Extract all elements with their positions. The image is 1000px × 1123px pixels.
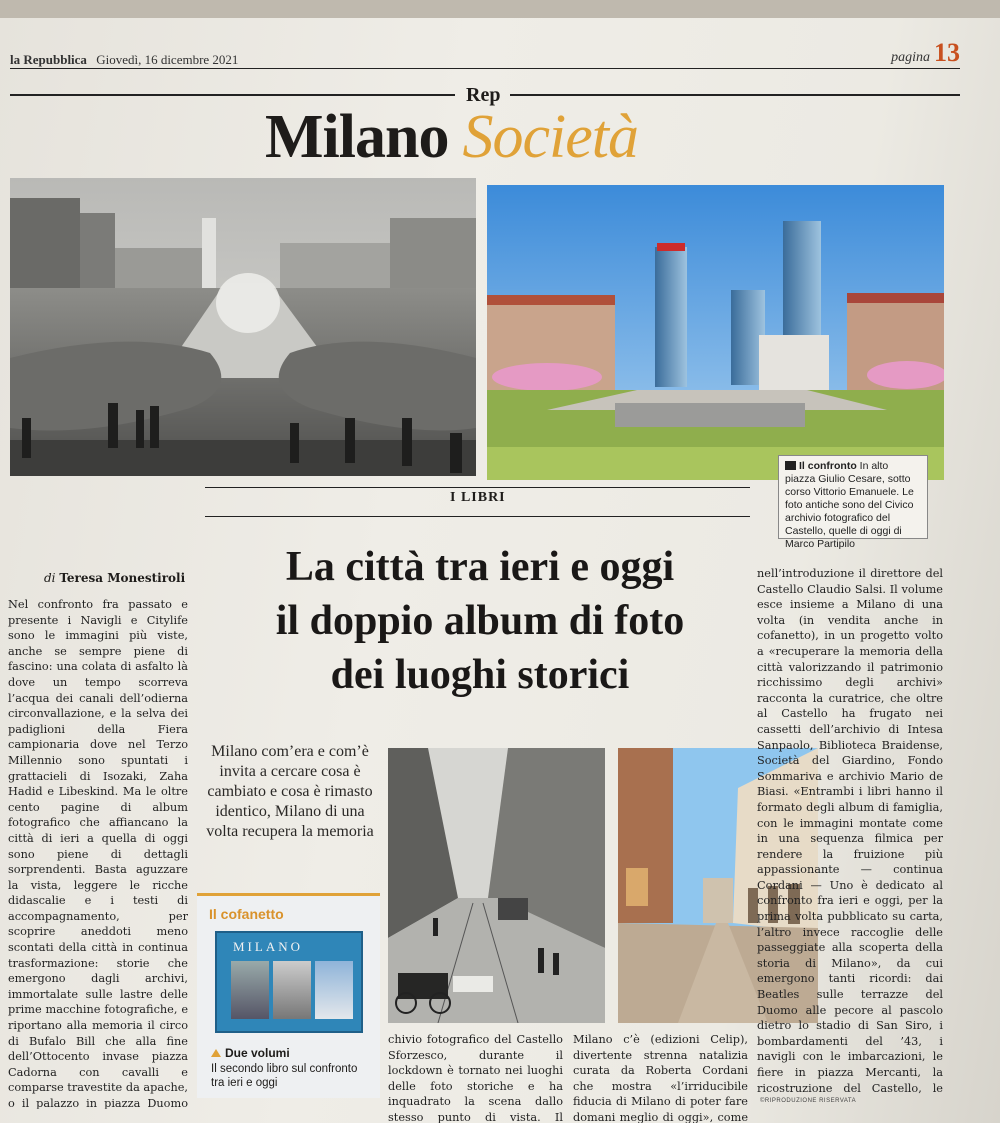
box-cofanetto	[197, 893, 380, 1098]
page-number-block	[891, 38, 960, 68]
historic-photo-piazza	[10, 178, 476, 476]
book-cover-photo	[315, 961, 353, 1019]
historic-photo-corso	[388, 748, 605, 1023]
section-brand: Rep	[466, 84, 501, 106]
paper-name: la Repubblica	[10, 52, 87, 67]
modern-photo-piazza	[487, 185, 944, 480]
body-column-2	[388, 1032, 563, 1123]
copyright-note: ©RIPRODUZIONE RISERVATA	[760, 1098, 857, 1104]
byline-prefix: di	[44, 571, 56, 585]
section-name: Società	[462, 103, 638, 171]
body-column-4	[757, 566, 943, 1096]
camera-icon	[785, 461, 796, 470]
body-column-1	[8, 597, 188, 1109]
byline	[44, 571, 185, 585]
body-text-3: Milano c’è (edizioni Celip), divertente strenna natalizia curata da Roberta Cordani che mostra «l’irriducibile fiducia di Milano di poter fare domani meglio di oggi», come	[573, 1033, 748, 1123]
page-top-edge	[0, 0, 1000, 18]
kicker: I LIBRI	[450, 490, 506, 505]
issue-date: Giovedì, 16 dicembre 2021	[96, 52, 239, 67]
caption-title: Il confronto	[799, 460, 857, 472]
page-label: pagina	[891, 50, 930, 65]
body-column-3	[573, 1032, 748, 1123]
headline-line-1: La città tra ieri e oggi	[285, 544, 675, 590]
section-rule-right	[510, 94, 960, 96]
headline-line-2: il doppio album di foto	[275, 598, 685, 644]
book-cover-photo	[273, 961, 311, 1019]
triangle-icon	[211, 1049, 221, 1057]
body-text-2: chivio fotografico del Castello Sforzesco, durante il lockdown è tornato nei luoghi delle foto storiche e ha inquadrato la scena dallo stesso punto di vista. Il	[388, 1033, 563, 1123]
book-cover-title: MILANO	[233, 939, 303, 954]
box-title: Il cofanetto	[209, 906, 284, 922]
box-subtitle	[211, 1046, 290, 1060]
standfirst: Milano com’era e com’è invita a cercare cosa è cambiato e cosa è rimasto identico, Milano di una volta recupera la memoria	[206, 743, 374, 840]
headline-line-3: dei luoghi storici	[330, 652, 630, 698]
section-rule-left	[10, 94, 455, 96]
book-cover-image	[215, 931, 363, 1033]
headline	[210, 540, 750, 702]
masthead	[10, 52, 238, 68]
kicker-rule-bottom	[205, 516, 750, 517]
book-cover-photo	[231, 961, 269, 1019]
page-number: 13	[934, 38, 960, 67]
photo-caption	[778, 455, 928, 550]
caption-text: In alto piazza Giulio Cesare, sotto corso Vittorio Emanuele. Le foto antiche sono del Civico archivio fotografico del Castello, quelle di oggi di Marco Partipilo	[785, 460, 914, 550]
kicker-rule-top	[205, 487, 750, 488]
section-city: Milano	[265, 103, 449, 171]
body-text-1: Nel confronto fra passato e presente i Navigli e Citylife sono le immagini più viste, anche se sempre piene di fascino: una colata di asfalto là dove un tempo scorreva l’acqua dei canali dell’odierna circonvallazione, e la selva dei padiglioni della Fiera campionaria dove nel Terzo Millennio sono spuntati i grattacieli di Isozaki, Zaha Hadid e Libeskind. Ma le oltre cento pagine di album fotografico che affiancano la città di ieri a quella di oggi sono piene di dettagli sorprendenti. Basta aguzzare la vista, leggere le ricche didascalie e i testi di accompagnamento, per scoprire aneddoti meno scontati della città in continua trasformazione: storie che emergono dagli archivi, immortalate sulle lastre delle prime macchine fotografiche, e riportano alla memoria il circo di Bufalo Bill che alla fine dell’Ottocento invase piazza Cadorna con cavalli e comparse travestite da apache, o il palazzo in piazza Duomo	[8, 598, 188, 1109]
box-text: Il secondo libro sul confronto tra ieri e oggi	[211, 1063, 358, 1089]
byline-author: Teresa Monestiroli	[59, 571, 186, 585]
header-rule	[10, 68, 960, 69]
box-subtitle-text: Due volumi	[225, 1046, 290, 1060]
body-text-4: nell’introduzione il direttore del Castello Claudio Salsi. Il volume esce insieme a Milano di una volta (in vendita anche in cofanetto), in un progetto volto a «recuperare la memoria della città valorizzando il patrimonio ricchissimo degli archivi» racconta la curatrice, che oltre al Castello ha frugato nei cassetti dell’archivio di Intesa Sanpaolo, Biblioteca Braidense, Società del Giardino, Fondo Sommariva e archivio Mario de Biasi. «Entrambi i libri hanno il formato degli album di famiglia, con le immagini montate come in una sequenza filmica per rendere la fruizione più appassionante — continua Cordani — Uno è dedicato al confronto fra ieri e oggi, per la prima volta pubblicato su carta, l’altro invece raccoglie delle passeggiate alla scoperta della storia di Milano», da cui emergono tanti ricordi: dai Beatles sulle terrazze del Duomo alle pecore al pascolo dietro lo stadio di San Siro, i bombardamenti del ’43, i navigli con le imbarcazioni, le fiere in piazza Mercanti, la ricostruzione del Castello, le	[757, 567, 943, 1095]
section-title	[265, 102, 638, 173]
